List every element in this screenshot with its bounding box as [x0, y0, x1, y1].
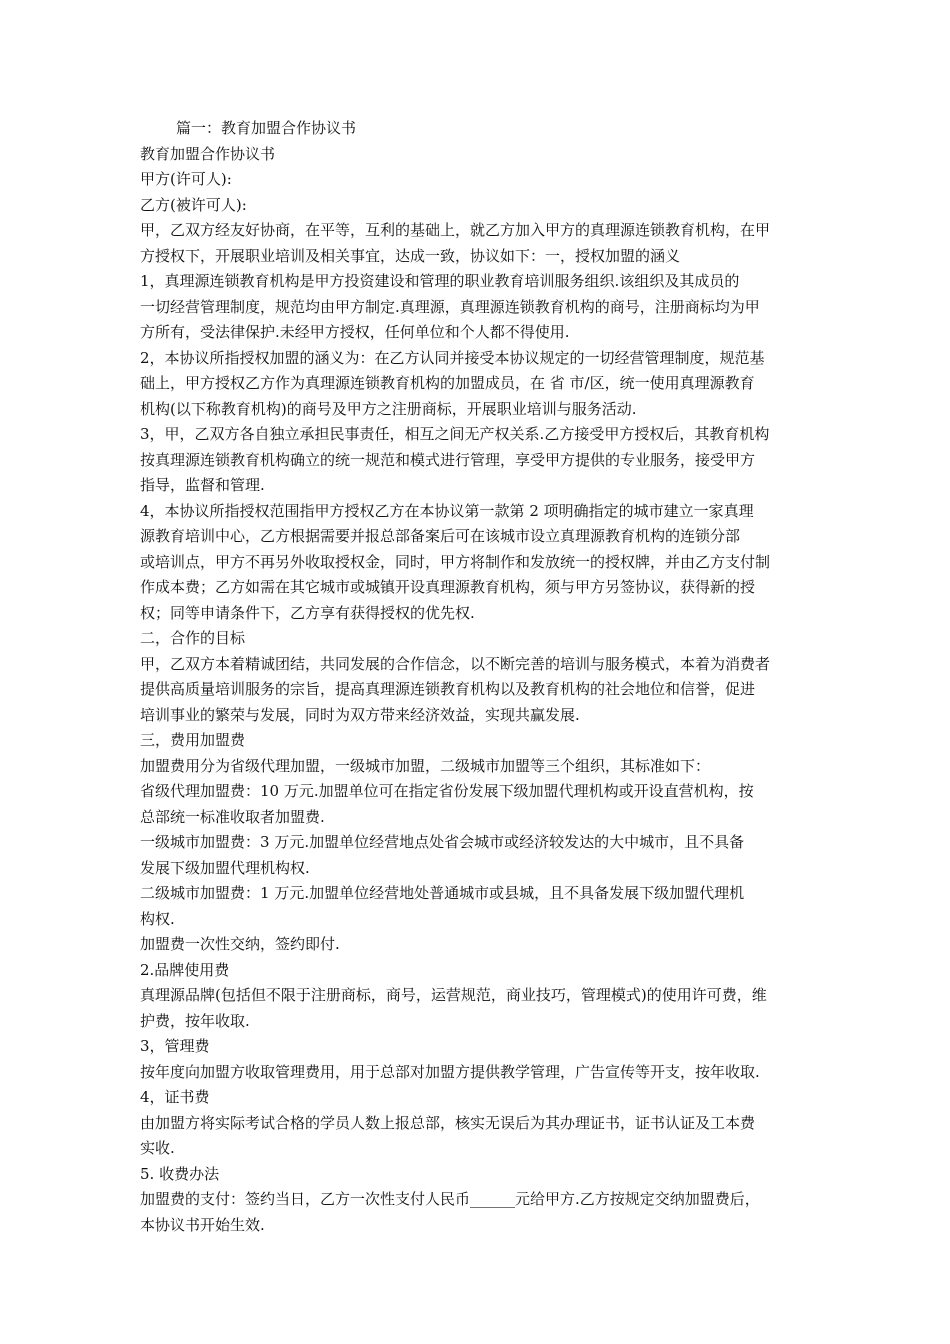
paragraph-line: 提供高质量培训服务的宗旨，提高真理源连锁教育机构以及教育机构的社会地位和信誉，促进: [140, 680, 756, 698]
paragraph-line: 发展下级加盟代理机构权.: [140, 858, 310, 877]
paragraph-line: 作成本费；乙方如需在其它城市或城镇开设真理源教育机构，须与甲方另签协议，获得新的授: [140, 578, 756, 596]
section-heading: 三，费用加盟费: [140, 731, 246, 749]
paragraph-line: 3，甲，乙双方各自独立承担民事责任，相互之间无产权关系.乙方接受甲方授权后，其教育机构: [140, 425, 770, 443]
paragraph-line: 指导，监督和管理.: [140, 476, 265, 494]
paragraph-line: 一级城市加盟费：3 万元.加盟单位经营地点处省会城市或经济较发达的大中城市，且不具备: [140, 833, 745, 851]
party-a-line: 甲方(许可人):: [140, 170, 232, 188]
paragraph-line: 方授权下，开展职业培训及相关事宜，达成一致，协议如下：一，授权加盟的涵义: [140, 246, 681, 265]
section-heading: 4，证书费: [140, 1088, 210, 1106]
paragraph-line: 甲，乙双方经友好协商，在平等，互利的基础上，就乙方加入甲方的真理源连锁教育机构，在甲: [140, 221, 771, 239]
paragraph-line: 权；同等申请条件下，乙方享有获得授权的优先权.: [140, 603, 475, 622]
section-heading: 二，合作的目标: [140, 629, 246, 647]
paragraph-line: 实收.: [140, 1139, 175, 1157]
paragraph-line: 二级城市加盟费：1 万元.加盟单位经营地处普通城市或县城，且不具备发展下级加盟代理机: [140, 884, 745, 902]
paragraph-line: 护费，按年收取.: [140, 1011, 250, 1030]
section-heading: 2.品牌使用费: [140, 960, 230, 979]
paragraph-line: 4，本协议所指授权范围指甲方授权乙方在本协议第一款第 2 项明确指定的城市建立一家真理: [140, 501, 754, 520]
paragraph-line: 加盟费用分为省级代理加盟，一级城市加盟，二级城市加盟等三个组织，其标准如下：: [140, 756, 711, 775]
paragraph-line: 源教育培训中心，乙方根据需要并报总部备案后可在该城市设立真理源教育机构的连锁分部: [140, 527, 741, 545]
party-b-line: 乙方(被许可人):: [140, 195, 247, 214]
paragraph-line: 真理源品牌(包括但不限于注册商标，商号，运营规范，商业技巧，管理模式)的使用许可费，维: [140, 986, 767, 1004]
paragraph-line: 构权.: [140, 909, 175, 928]
paragraph-line: 2，本协议所指授权加盟的涵义为：在乙方认同并接受本协议规定的一切经营管理制度，规范基: [140, 348, 765, 367]
paragraph-line: 方所有，受法律保护.未经甲方授权，任何单位和个人都不得使用.: [140, 323, 570, 341]
paragraph-line: 由加盟方将实际考试合格的学员人数上报总部，核实无误后为其办理证书，证书认证及工本费: [140, 1113, 756, 1132]
paragraph-line: 本协议书开始生效.: [140, 1215, 265, 1234]
paragraph-line: 加盟费的支付：签约当日，乙方一次性支付人民币______元给甲方.乙方按规定交纳加盟费后，: [140, 1190, 760, 1208]
paragraph-line: 按真理源连锁教育机构确立的统一规范和模式进行管理，享受甲方提供的专业服务，接受甲方: [140, 450, 756, 469]
paragraph-line: 一切经营管理制度，规范均由甲方制定.真理源，真理源连锁教育机构的商号，注册商标均为甲: [140, 297, 760, 316]
section-heading: 5. 收费办法: [140, 1164, 220, 1183]
paragraph-line: 或培训点，甲方不再另外收取授权金，同时，甲方将制作和发放统一的授权牌，并由乙方支付制: [140, 552, 771, 571]
paragraph-line: 总部统一标准收取者加盟费.: [140, 807, 325, 826]
paragraph-line: 按年度向加盟方收取管理费用，用于总部对加盟方提供教学管理，广告宣传等开支，按年收取.: [140, 1062, 760, 1081]
paragraph-line: 甲，乙双方本着精诚团结，共同发展的合作信念，以不断完善的培训与服务模式，本着为消费者: [140, 654, 771, 673]
paragraph-line: 培训事业的繁荣与发展，同时为双方带来经济效益，实现共赢发展.: [140, 705, 580, 724]
document-title: 教育加盟合作协议书: [140, 144, 276, 163]
section-heading: 3，管理费: [140, 1037, 210, 1055]
paragraph-line: 1，真理源连锁教育机构是甲方投资建设和管理的职业教育培训服务组织.该组织及其成员的: [140, 272, 740, 290]
paragraph-line: 础上，甲方授权乙方作为真理源连锁教育机构的加盟成员，在 省 市/区，统一使用真理源教育: [140, 374, 755, 392]
paragraph-line: 机构(以下称教育机构)的商号及甲方之注册商标，开展职业培训与服务活动.: [140, 399, 637, 418]
paragraph-line: 省级代理加盟费：10 万元.加盟单位可在指定省份发展下级加盟代理机构或开设直营机构，按: [140, 782, 754, 800]
section-heading: 篇一：教育加盟合作协议书: [176, 119, 357, 137]
paragraph-line: 加盟费一次性交纳，签约即付.: [140, 935, 340, 953]
